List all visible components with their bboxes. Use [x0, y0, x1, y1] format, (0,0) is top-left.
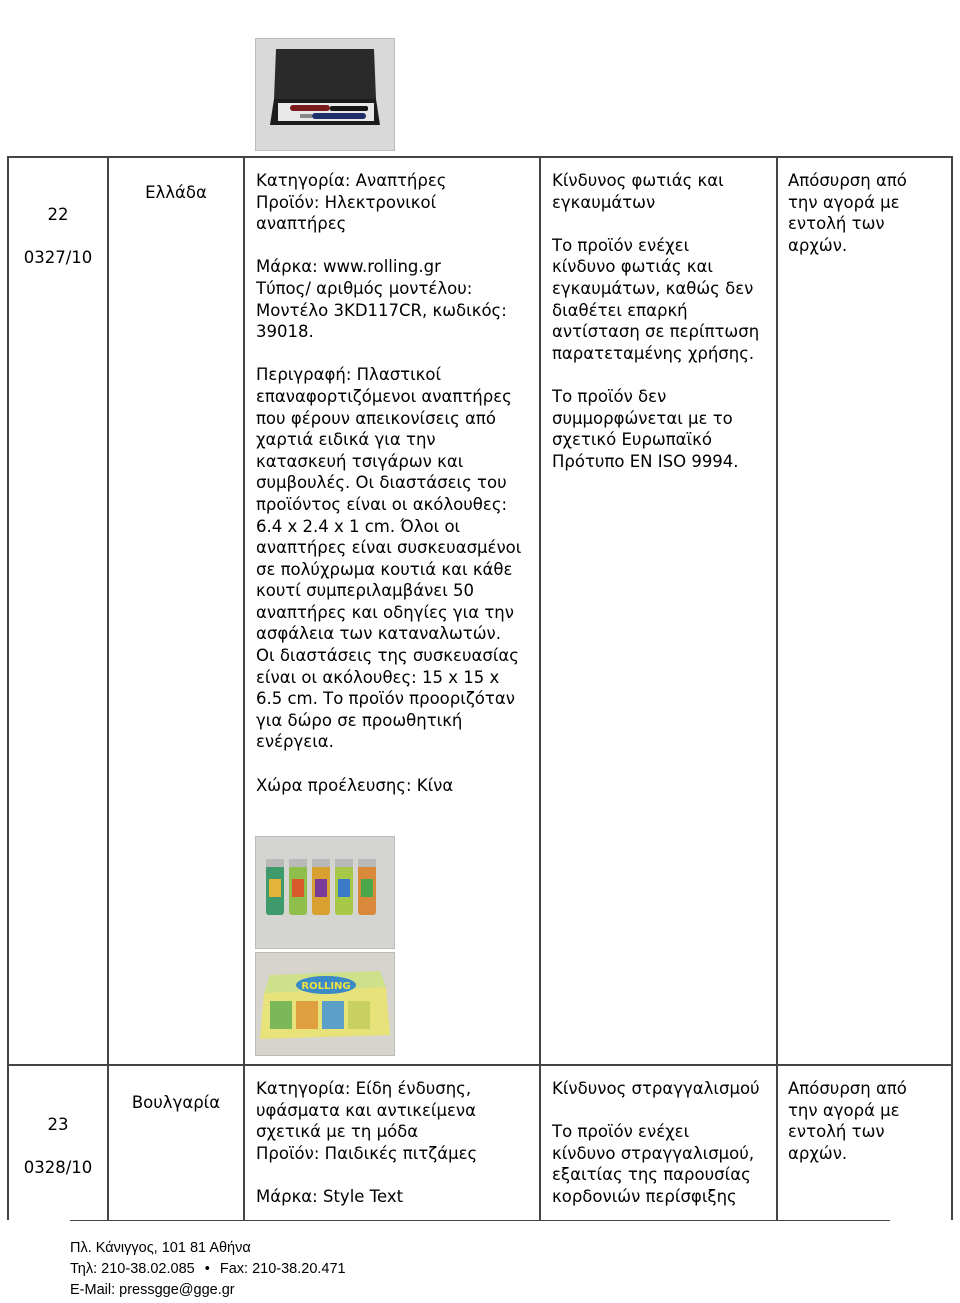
package-logo-text: ROLLING — [301, 981, 351, 992]
package-photo — [255, 952, 395, 1056]
table-left-border — [7, 156, 9, 1220]
table-col-divider — [776, 156, 778, 1220]
table-col-divider — [539, 156, 541, 1220]
row23-number: 23 — [47, 1114, 69, 1134]
footer-fax: Fax: 210-38.20.471 — [219, 1261, 346, 1277]
footer-email[interactable]: E-Mail: pressgge@gge.gr — [70, 1282, 235, 1298]
footer-rule — [70, 1220, 890, 1221]
table-top-rule — [7, 156, 953, 158]
table-row-divider — [7, 1064, 953, 1066]
row22-product-description: Κατηγορία: Αναπτήρες Προϊόν: Ηλεκτρονικοί αναπτήρες Μάρκα: www.rolling.gr Τύπος/ αριθμός μοντέλου: Μοντέλο 3KD117CR, κωδικός: 39018. Περιγραφή: Πλαστικοί επαναφορτιζόμενοι αναπτήρες που φέρουν απεικονίσεις από χαρτιά ειδικά για την κατασκευή τσιγάρων και συμβουλές. Οι διαστάσεις του προϊόντος είναι οι ακόλουθες: 6.4 x 2.4 x 1 cm. Όλοι οι αναπτήρες είναι συσκευασμένοι σε πολύχρωμα κουτιά και κάθε κουτί συμπεριλαμβάνει 50 αναπτήρες και οδηγίες για την ασφάλεια των καταναλωτών. Οι διαστάσεις της συσκευασίας είναι οι ακόλουθες: 15 x 15 x 6.5 cm. Το προϊόν προοριζόταν για δώρο σε προωθητική ενέργεια. Χώρα προέλευσης: Κίνα — [256, 171, 522, 795]
row22-country: Ελλάδα — [145, 183, 207, 202]
row22-number: 22 — [47, 204, 69, 224]
package-image — [256, 953, 394, 1055]
footer-contact — [70, 1259, 346, 1279]
row23-country: Βουλγαρία — [131, 1093, 221, 1112]
row22-ref: 0327/10 — [23, 247, 93, 267]
footer-address: Πλ. Κάνιγγος, 101 81 Αθήνα — [70, 1240, 251, 1256]
lighter-box-photo — [255, 38, 395, 151]
row23-product-description: Κατηγορία: Είδη ένδυσης, υφάσματα και αντικείμενα σχετικά με τη μόδα Προϊόν: Παιδικές πιτζάμες Μάρκα: Style Text — [256, 1079, 478, 1206]
row22-id — [9, 182, 107, 290]
row23-measures: Απόσυρση από την αγορά με εντολή των αρχών. — [788, 1079, 907, 1163]
table-col-divider — [243, 156, 245, 1220]
lighters-photo — [255, 836, 395, 949]
row22-measures: Απόσυρση από την αγορά με εντολή των αρχών. — [788, 171, 907, 255]
table-right-border — [951, 156, 953, 1220]
footer-bullet: • — [204, 1261, 210, 1277]
row23-id — [9, 1092, 107, 1200]
footer-phone: Τηλ: 210-38.02.085 — [70, 1261, 195, 1277]
row23-risk-description: Κίνδυνος στραγγαλισμού Το προϊόν ενέχει κίνδυνο στραγγαλισμού, εξαιτίας της παρουσίας κορδονιών περίσφιξης — [552, 1079, 760, 1206]
lighter-box-image — [256, 39, 394, 150]
lighters-image — [256, 837, 394, 948]
row23-ref: 0328/10 — [23, 1157, 93, 1177]
table-col-divider — [107, 156, 109, 1220]
row22-risk-description: Κίνδυνος φωτιάς και εγκαυμάτων Το προϊόν ενέχει κίνδυνο φωτιάς και εγκαυμάτων, καθώς δεν διαθέτει επαρκή αντίσταση σε περίπτωση παρατεταμένης χρήσης. Το προϊόν δεν συμμορφώνεται με το σχετικό Ευρωπαϊκό Πρότυπο EN ISO 9994. — [552, 171, 760, 471]
